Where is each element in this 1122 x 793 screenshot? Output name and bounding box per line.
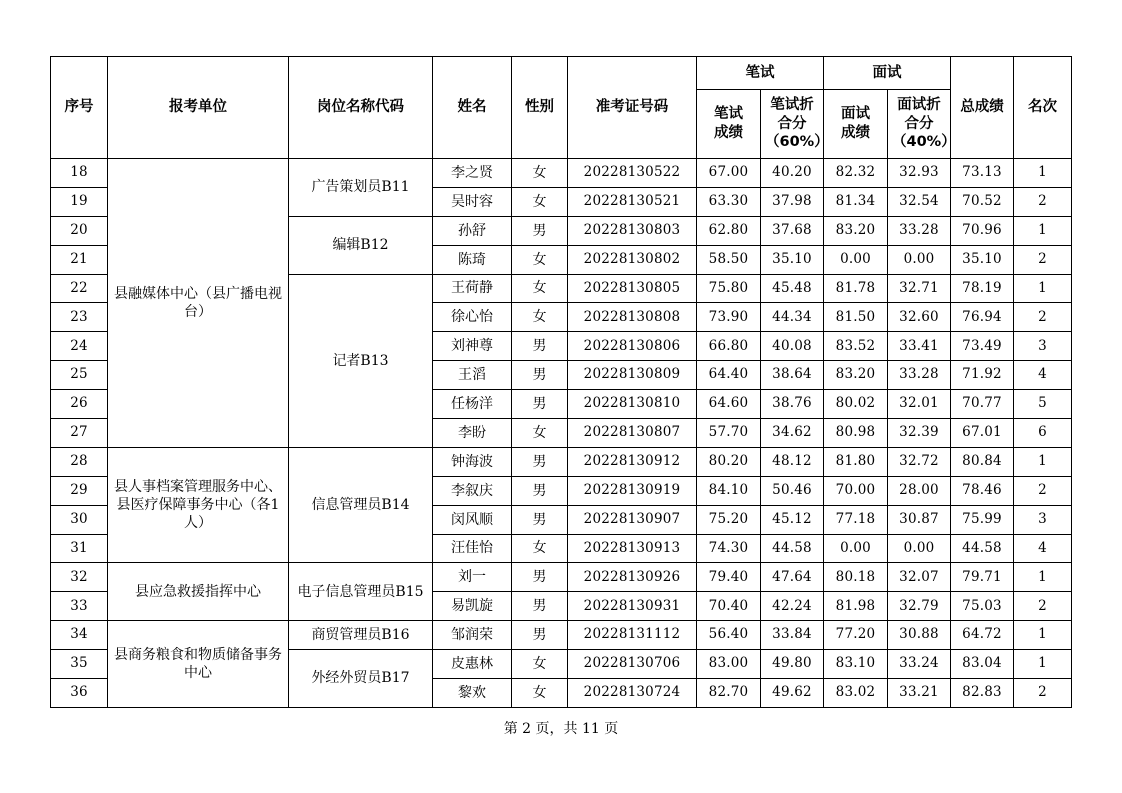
cell-gender: 男	[512, 216, 568, 245]
cell-name: 李盼	[433, 419, 512, 448]
cell-gender: 男	[512, 621, 568, 650]
cell-ticket: 20228130931	[568, 592, 697, 621]
cell-interview-conv: 32.60	[888, 303, 951, 332]
cell-gender: 女	[512, 419, 568, 448]
cell-interview-conv: 33.28	[888, 361, 951, 390]
cell-rank: 2	[1014, 679, 1072, 708]
cell-total: 70.96	[951, 216, 1014, 245]
cell-interview-conv: 33.41	[888, 332, 951, 361]
cell-interview-score: 70.00	[824, 476, 888, 505]
cell-total: 71.92	[951, 361, 1014, 390]
header-gender: 性别	[512, 57, 568, 159]
cell-name: 徐心怡	[433, 303, 512, 332]
cell-seq: 25	[51, 361, 108, 390]
cell-gender: 男	[512, 361, 568, 390]
table-body	[51, 159, 1072, 708]
page-number: 第 2 页，共 11 页	[503, 721, 619, 737]
cell-total: 44.58	[951, 534, 1014, 563]
cell-seq: 22	[51, 274, 108, 303]
cell-gender: 男	[512, 332, 568, 361]
cell-interview-score: 81.50	[824, 303, 888, 332]
cell-interview-conv: 33.24	[888, 650, 951, 679]
cell-written-score: 79.40	[697, 563, 761, 592]
cell-interview-score: 0.00	[824, 245, 888, 274]
cell-rank: 1	[1014, 274, 1072, 303]
cell-rank: 1	[1014, 159, 1072, 188]
cell-written-score: 82.70	[697, 679, 761, 708]
cell-interview-score: 83.02	[824, 679, 888, 708]
cell-interview-conv: 33.28	[888, 216, 951, 245]
page-footer	[0, 718, 1122, 738]
cell-total: 67.01	[951, 419, 1014, 448]
cell-written-conv: 34.62	[761, 419, 824, 448]
header-written-conv: 笔试折合分（60%）	[761, 90, 824, 159]
cell-written-conv: 47.64	[761, 563, 824, 592]
cell-rank: 2	[1014, 187, 1072, 216]
cell-rank: 1	[1014, 216, 1072, 245]
cell-total: 82.83	[951, 679, 1014, 708]
cell-unit: 县商务粮食和物质储备事务中心	[108, 621, 289, 708]
cell-interview-conv: 32.39	[888, 419, 951, 448]
cell-written-score: 64.40	[697, 361, 761, 390]
cell-total: 79.71	[951, 563, 1014, 592]
cell-written-score: 63.30	[697, 187, 761, 216]
cell-total: 80.84	[951, 447, 1014, 476]
cell-written-conv: 38.76	[761, 390, 824, 419]
cell-name: 刘一	[433, 563, 512, 592]
cell-ticket: 20228130919	[568, 476, 697, 505]
cell-seq: 34	[51, 621, 108, 650]
cell-gender: 男	[512, 476, 568, 505]
cell-post: 商贸管理员B16	[289, 621, 433, 650]
cell-ticket: 20228130724	[568, 679, 697, 708]
cell-rank: 4	[1014, 534, 1072, 563]
cell-written-score: 64.60	[697, 390, 761, 419]
cell-ticket: 20228130803	[568, 216, 697, 245]
header-ticket: 准考证号码	[568, 57, 697, 159]
cell-seq: 31	[51, 534, 108, 563]
cell-post: 信息管理员B14	[289, 447, 433, 563]
cell-seq: 26	[51, 390, 108, 419]
cell-rank: 6	[1014, 419, 1072, 448]
cell-rank: 2	[1014, 303, 1072, 332]
cell-interview-score: 83.20	[824, 361, 888, 390]
cell-written-conv: 45.48	[761, 274, 824, 303]
cell-unit: 县融媒体中心（县广播电视台）	[108, 159, 289, 448]
cell-total: 78.19	[951, 274, 1014, 303]
cell-rank: 4	[1014, 361, 1072, 390]
cell-written-conv: 44.34	[761, 303, 824, 332]
cell-ticket: 20228130926	[568, 563, 697, 592]
cell-rank: 2	[1014, 592, 1072, 621]
cell-post: 记者B13	[289, 274, 433, 447]
cell-written-score: 75.80	[697, 274, 761, 303]
cell-rank: 1	[1014, 650, 1072, 679]
header-written-group: 笔试	[697, 57, 824, 90]
cell-unit: 县应急救援指挥中心	[108, 563, 289, 621]
cell-ticket: 20228130807	[568, 419, 697, 448]
cell-name: 李之贤	[433, 159, 512, 188]
cell-interview-score: 83.20	[824, 216, 888, 245]
cell-interview-conv: 32.54	[888, 187, 951, 216]
cell-seq: 18	[51, 159, 108, 188]
cell-total: 64.72	[951, 621, 1014, 650]
cell-ticket: 20228130809	[568, 361, 697, 390]
cell-seq: 35	[51, 650, 108, 679]
cell-interview-score: 77.18	[824, 505, 888, 534]
cell-rank: 1	[1014, 563, 1072, 592]
cell-seq: 24	[51, 332, 108, 361]
header-unit: 报考单位	[108, 57, 289, 159]
cell-gender: 女	[512, 534, 568, 563]
cell-gender: 女	[512, 679, 568, 708]
cell-written-conv: 37.68	[761, 216, 824, 245]
score-table	[50, 56, 1072, 708]
cell-interview-conv: 32.71	[888, 274, 951, 303]
cell-total: 70.77	[951, 390, 1014, 419]
cell-interview-score: 80.98	[824, 419, 888, 448]
cell-gender: 女	[512, 245, 568, 274]
cell-written-conv: 49.80	[761, 650, 824, 679]
cell-written-conv: 35.10	[761, 245, 824, 274]
cell-seq: 30	[51, 505, 108, 534]
table-row	[51, 447, 1072, 476]
cell-written-conv: 49.62	[761, 679, 824, 708]
cell-interview-score: 81.78	[824, 274, 888, 303]
cell-interview-conv: 32.79	[888, 592, 951, 621]
cell-interview-conv: 32.72	[888, 447, 951, 476]
cell-written-conv: 44.58	[761, 534, 824, 563]
cell-name: 李叙庆	[433, 476, 512, 505]
cell-written-conv: 40.08	[761, 332, 824, 361]
cell-name: 皮惠林	[433, 650, 512, 679]
cell-written-score: 56.40	[697, 621, 761, 650]
cell-total: 35.10	[951, 245, 1014, 274]
cell-seq: 20	[51, 216, 108, 245]
cell-written-score: 58.50	[697, 245, 761, 274]
cell-rank: 2	[1014, 245, 1072, 274]
cell-written-conv: 42.24	[761, 592, 824, 621]
cell-total: 73.13	[951, 159, 1014, 188]
cell-written-score: 73.90	[697, 303, 761, 332]
cell-rank: 3	[1014, 332, 1072, 361]
cell-post: 编辑B12	[289, 216, 433, 274]
cell-interview-conv: 30.87	[888, 505, 951, 534]
cell-rank: 1	[1014, 447, 1072, 476]
cell-written-conv: 37.98	[761, 187, 824, 216]
cell-interview-score: 82.32	[824, 159, 888, 188]
cell-written-score: 62.80	[697, 216, 761, 245]
cell-total: 70.52	[951, 187, 1014, 216]
cell-post: 广告策划员B11	[289, 159, 433, 217]
cell-seq: 27	[51, 419, 108, 448]
cell-written-conv: 38.64	[761, 361, 824, 390]
cell-name: 孙舒	[433, 216, 512, 245]
cell-written-score: 67.00	[697, 159, 761, 188]
cell-interview-score: 0.00	[824, 534, 888, 563]
cell-written-conv: 50.46	[761, 476, 824, 505]
cell-gender: 女	[512, 159, 568, 188]
table-row	[51, 563, 1072, 592]
cell-name: 吴时容	[433, 187, 512, 216]
cell-gender: 男	[512, 447, 568, 476]
cell-rank: 1	[1014, 621, 1072, 650]
cell-ticket: 20228130907	[568, 505, 697, 534]
cell-name: 易凯旋	[433, 592, 512, 621]
cell-gender: 女	[512, 274, 568, 303]
cell-ticket: 20228130810	[568, 390, 697, 419]
cell-interview-conv: 32.93	[888, 159, 951, 188]
table-row	[51, 159, 1072, 188]
cell-ticket: 20228130522	[568, 159, 697, 188]
cell-written-score: 70.40	[697, 592, 761, 621]
cell-written-score: 66.80	[697, 332, 761, 361]
cell-interview-score: 81.34	[824, 187, 888, 216]
cell-gender: 女	[512, 187, 568, 216]
header-interview-conv: 面试折合分（40%）	[888, 90, 951, 159]
cell-interview-score: 83.10	[824, 650, 888, 679]
cell-rank: 3	[1014, 505, 1072, 534]
cell-name: 黎欢	[433, 679, 512, 708]
cell-interview-conv: 28.00	[888, 476, 951, 505]
cell-seq: 19	[51, 187, 108, 216]
header-post: 岗位名称代码	[289, 57, 433, 159]
cell-seq: 36	[51, 679, 108, 708]
cell-written-conv: 45.12	[761, 505, 824, 534]
cell-gender: 女	[512, 303, 568, 332]
cell-post: 电子信息管理员B15	[289, 563, 433, 621]
cell-interview-score: 80.02	[824, 390, 888, 419]
cell-unit: 县人事档案管理服务中心、县医疗保障事务中心（各1人）	[108, 447, 289, 563]
cell-name: 闵风顺	[433, 505, 512, 534]
cell-seq: 32	[51, 563, 108, 592]
cell-seq: 28	[51, 447, 108, 476]
cell-interview-conv: 0.00	[888, 534, 951, 563]
cell-interview-score: 83.52	[824, 332, 888, 361]
header-written-score: 笔试成绩	[697, 90, 761, 159]
cell-ticket: 20228130912	[568, 447, 697, 476]
cell-written-score: 75.20	[697, 505, 761, 534]
cell-seq: 33	[51, 592, 108, 621]
table-row	[51, 621, 1072, 650]
cell-seq: 29	[51, 476, 108, 505]
cell-name: 陈琦	[433, 245, 512, 274]
header-rank: 名次	[1014, 57, 1072, 159]
cell-total: 78.46	[951, 476, 1014, 505]
cell-total: 73.49	[951, 332, 1014, 361]
cell-name: 任杨洋	[433, 390, 512, 419]
cell-seq: 23	[51, 303, 108, 332]
cell-rank: 5	[1014, 390, 1072, 419]
cell-ticket: 20228130706	[568, 650, 697, 679]
cell-ticket: 20228130808	[568, 303, 697, 332]
cell-written-score: 83.00	[697, 650, 761, 679]
cell-rank: 2	[1014, 476, 1072, 505]
cell-name: 钟海波	[433, 447, 512, 476]
cell-written-conv: 48.12	[761, 447, 824, 476]
cell-written-score: 57.70	[697, 419, 761, 448]
cell-ticket: 20228131112	[568, 621, 697, 650]
cell-total: 76.94	[951, 303, 1014, 332]
cell-interview-conv: 30.88	[888, 621, 951, 650]
cell-total: 83.04	[951, 650, 1014, 679]
cell-gender: 男	[512, 390, 568, 419]
cell-written-score: 80.20	[697, 447, 761, 476]
cell-written-conv: 33.84	[761, 621, 824, 650]
cell-gender: 女	[512, 650, 568, 679]
cell-name: 王滔	[433, 361, 512, 390]
cell-ticket: 20228130521	[568, 187, 697, 216]
header-total: 总成绩	[951, 57, 1014, 159]
cell-ticket: 20228130913	[568, 534, 697, 563]
cell-interview-conv: 0.00	[888, 245, 951, 274]
cell-written-score: 74.30	[697, 534, 761, 563]
cell-seq: 21	[51, 245, 108, 274]
cell-interview-conv: 32.07	[888, 563, 951, 592]
cell-interview-score: 81.80	[824, 447, 888, 476]
cell-name: 刘神尊	[433, 332, 512, 361]
cell-name: 王荷静	[433, 274, 512, 303]
cell-gender: 男	[512, 592, 568, 621]
header-name: 姓名	[433, 57, 512, 159]
cell-gender: 男	[512, 505, 568, 534]
cell-written-score: 84.10	[697, 476, 761, 505]
cell-interview-score: 81.98	[824, 592, 888, 621]
cell-written-conv: 40.20	[761, 159, 824, 188]
cell-total: 75.03	[951, 592, 1014, 621]
cell-interview-conv: 32.01	[888, 390, 951, 419]
cell-ticket: 20228130805	[568, 274, 697, 303]
cell-ticket: 20228130802	[568, 245, 697, 274]
cell-total: 75.99	[951, 505, 1014, 534]
cell-interview-score: 80.18	[824, 563, 888, 592]
cell-interview-score: 77.20	[824, 621, 888, 650]
cell-gender: 男	[512, 563, 568, 592]
header-seq: 序号	[51, 57, 108, 159]
cell-name: 邹润荣	[433, 621, 512, 650]
header-interview-score: 面试成绩	[824, 90, 888, 159]
cell-ticket: 20228130806	[568, 332, 697, 361]
cell-post: 外经外贸员B17	[289, 650, 433, 708]
header-interview-group: 面试	[824, 57, 951, 90]
cell-name: 汪佳怡	[433, 534, 512, 563]
cell-interview-conv: 33.21	[888, 679, 951, 708]
